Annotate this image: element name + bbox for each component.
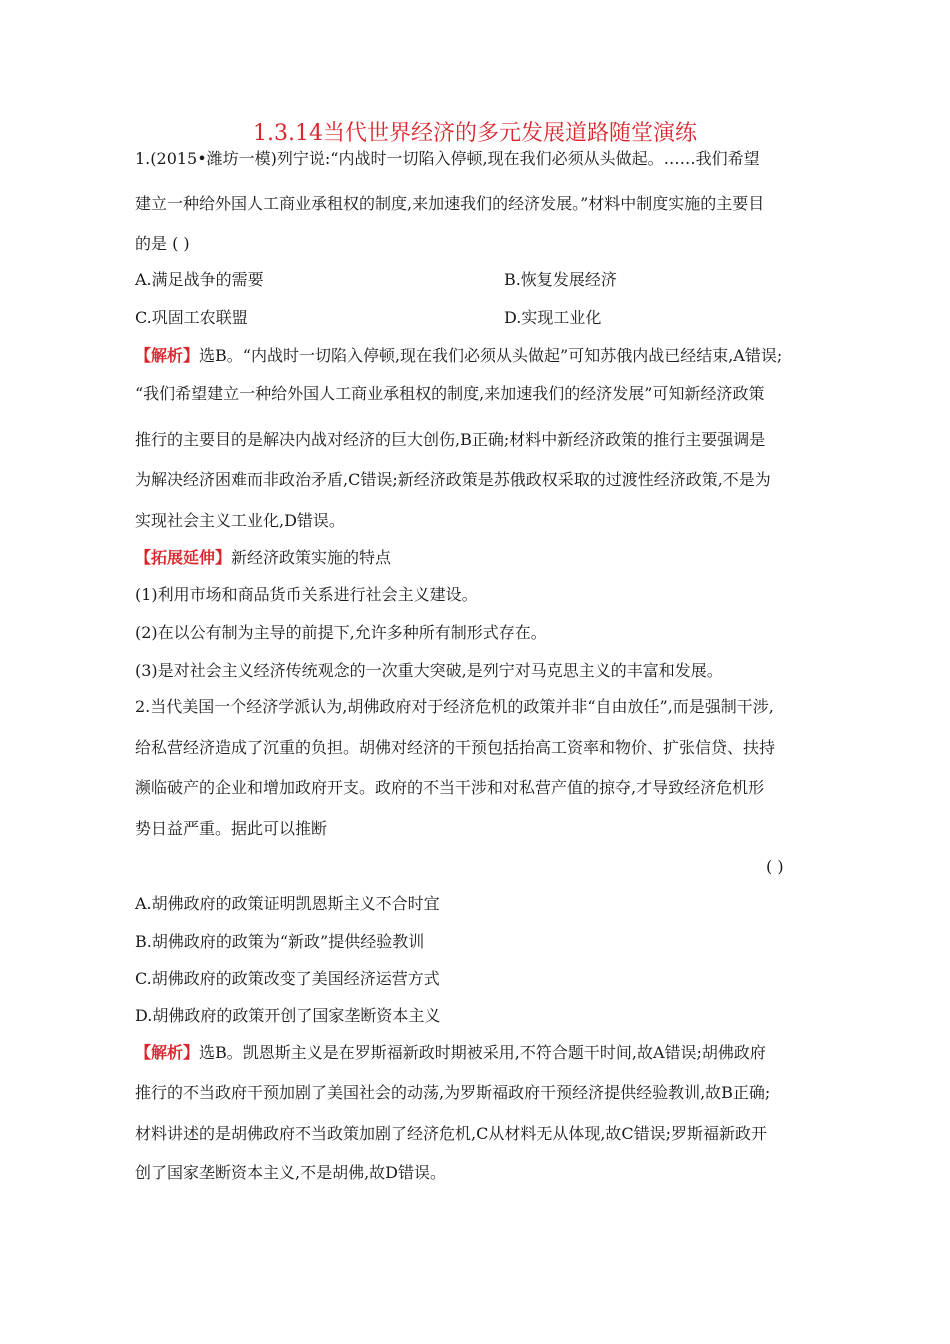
q1-analysis-line-5: 实现社会主义工业化,D错误。 xyxy=(135,511,345,530)
q2-analysis-text-1: 选B。凯恩斯主义是在罗斯福新政时期被采用,不符合题干时间,故A错误;胡佛政府 xyxy=(199,1043,766,1062)
q2-analysis-line-3: 材料讲述的是胡佛政府不当政策加剧了经济危机,C从材料无从体现,故C错误;罗斯福新政开 xyxy=(135,1124,768,1143)
q1-analysis-line-1 xyxy=(135,346,815,366)
q2-stem-line-3: 濒临破产的企业和增加政府开支。政府的不当干涉和对私营产值的掠夺,才导致经济危机形 xyxy=(135,778,765,797)
q1-analysis-line-4: 为解决经济困难而非政治矛盾,C错误;新经济政策是苏俄政权采取的过渡性经济政策,不是为 xyxy=(135,470,771,489)
q2-option-c: C.胡佛政府的政策改变了美国经济运营方式 xyxy=(135,969,440,988)
q2-analysis-line-2: 推行的不当政府干预加剧了美国社会的动荡,为罗斯福政府干预经济提供经验教训,故B正确; xyxy=(135,1083,771,1102)
q1-stem-line-1: 1.(2015•潍坊一模)列宁说:“内战时一切陷入停顿,现在我们必须从头做起。……我们希望 xyxy=(135,149,760,168)
analysis-tag: 【解析】 xyxy=(135,346,200,365)
q2-analysis-line-1 xyxy=(135,1043,815,1063)
q2-answer-parentheses: ( ) xyxy=(766,857,784,876)
q1-extension-item-3: (3)是对社会主义经济传统观念的一次重大突破,是列宁对马克思主义的丰富和发展。 xyxy=(135,661,723,680)
q2-option-b: B.胡佛政府的政策为“新政”提供经验教训 xyxy=(135,932,425,951)
extension-title: 新经济政策实施的特点 xyxy=(231,548,392,567)
q1-extension-heading xyxy=(135,548,815,568)
q1-analysis-line-2: “我们希望建立一种给外国人工商业承租权的制度,来加速我们的经济发展”可知新经济政策 xyxy=(135,384,765,403)
analysis-tag: 【解析】 xyxy=(135,1043,200,1062)
q1-analysis-line-3: 推行的主要目的是解决内战对经济的巨大创伤,B正确;材料中新经济政策的推行主要强调是 xyxy=(135,430,766,449)
q1-option-b: B.恢复发展经济 xyxy=(504,270,617,289)
q2-analysis-line-4: 创了国家垄断资本主义,不是胡佛,故D错误。 xyxy=(135,1163,447,1182)
q1-option-c: C.巩固工农联盟 xyxy=(135,308,248,327)
q2-stem-line-1: 2.当代美国一个经济学派认为,胡佛政府对于经济危机的政策并非“自由放任”,而是强制干涉, xyxy=(135,697,774,716)
q1-stem-line-2: 建立一种给外国人工商业承租权的制度,来加速我们的经济发展。”材料中制度实施的主要目 xyxy=(135,194,765,213)
document-title: 1.3.14当代世界经济的多元发展道路随堂演练 xyxy=(253,121,697,146)
q2-stem-line-2: 给私营经济造成了沉重的负担。胡佛对经济的干预包括抬高工资率和物价、扩张信贷、扶持 xyxy=(135,738,776,757)
q1-stem-line-3: 的是 ( ) xyxy=(135,234,190,253)
q1-analysis-text-1: 选B。“内战时一切陷入停顿,现在我们必须从头做起”可知苏俄内战已经结束,A错误; xyxy=(199,346,783,365)
q2-stem-line-4: 势日益严重。据此可以推断 xyxy=(135,819,328,838)
q2-option-a: A.胡佛政府的政策证明凯恩斯主义不合时宜 xyxy=(135,894,440,913)
q1-option-a: A.满足战争的需要 xyxy=(135,270,264,289)
q2-option-d: D.胡佛政府的政策开创了国家垄断资本主义 xyxy=(135,1006,441,1025)
q1-extension-item-2: (2)在以公有制为主导的前提下,允许多种所有制形式存在。 xyxy=(135,623,547,642)
extension-tag: 【拓展延伸】 xyxy=(135,548,232,567)
q1-extension-item-1: (1)利用市场和商品货币关系进行社会主义建设。 xyxy=(135,585,478,604)
q1-option-d: D.实现工业化 xyxy=(504,308,602,327)
